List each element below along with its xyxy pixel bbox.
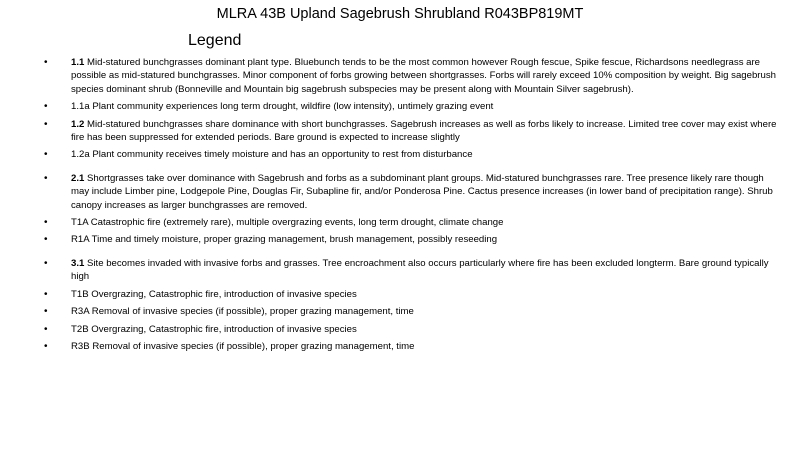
list-item [44, 118, 784, 145]
list-item [44, 172, 784, 212]
state-number: 1.1 [71, 57, 85, 68]
item-text: 1.2a Plant community receives timely moisture and has an opportunity to rest from disturbance [71, 149, 473, 161]
list-item [44, 340, 784, 353]
item-text: R1A Time and timely moisture, proper grazing management, brush management, possibly reseeding [71, 234, 498, 246]
item-text: T1B Overgrazing, Catastrophic fire, introduction of invasive species [71, 288, 357, 300]
slide-title: MLRA 43B Upland Sagebrush Shrubland R043BP819MT [216, 6, 584, 22]
item-text: Shortgrasses take over dominance with Sagebrush and forbs as a subdominant plant groups. Mid-statured bunchgrasses rare. Tree presence likely rare though may include Limber pine, Lodgepole Pine, Douglas Fir, Subapline fir, and/or Ponderosa Pine. Cactus presence increases (in lower band of precipitation range). Shrub canopy increases as larger bunchgrasses are removed. [71, 172, 773, 211]
item-text: Site becomes invaded with invasive forbs and grasses. Tree encroachment also occurs particularly where fire has been excluded longterm. Bare ground typically high [71, 257, 769, 283]
legend-list [44, 56, 784, 357]
item-text: 1.1a Plant community experiences long term drought, wildfire (low intensity), untimely grazing event [71, 101, 494, 113]
item-text: Mid-statured bunchgrasses share dominance with short bunchgrasses. Sagebrush increases as well as forbs likely to increase. Limited tree cover may exist where fire has been suppressed for extended periods. Bare ground is expected to increase slightly [71, 118, 777, 144]
item-text: R3B Removal of invasive species (if possible), proper grazing management, time [71, 340, 415, 352]
item-text: R3A Removal of invasive species (if possible), proper grazing management, time [71, 306, 414, 318]
item-text: T1A Catastrophic fire (extremely rare), multiple overgrazing events, long term drought, climate change [71, 217, 504, 229]
state-number: 3.1 [71, 257, 85, 269]
state-number: 2.1 [71, 172, 85, 184]
list-item [44, 216, 784, 229]
legend-heading: Legend [188, 32, 242, 49]
list-item [44, 233, 784, 246]
list-item [44, 100, 784, 113]
list-item [44, 148, 784, 161]
state-number: 1.2 [71, 118, 85, 130]
list-item [44, 288, 784, 301]
list-item [44, 257, 784, 284]
list-item [44, 56, 784, 96]
list-item [44, 305, 784, 318]
item-text: T2B Overgrazing, Catastrophic fire, introduction of invasive species [71, 323, 357, 335]
list-item [44, 323, 784, 336]
item-text: Mid-statured bunchgrasses dominant plant type. Bluebunch tends to be the most common however Rough fescue, Spike fescue, Richardsons needlegrass are possible as mid-statured bunchgrasses. Minor component of forbs growing between shortgrasses. Forbs will rarely exceed 10% composition by weight. Big sagebrush species dominant shrub (Bonneville and Mountain big sagebrush subspecies may be present along with Mountain Silver sagebrush). [71, 57, 776, 95]
